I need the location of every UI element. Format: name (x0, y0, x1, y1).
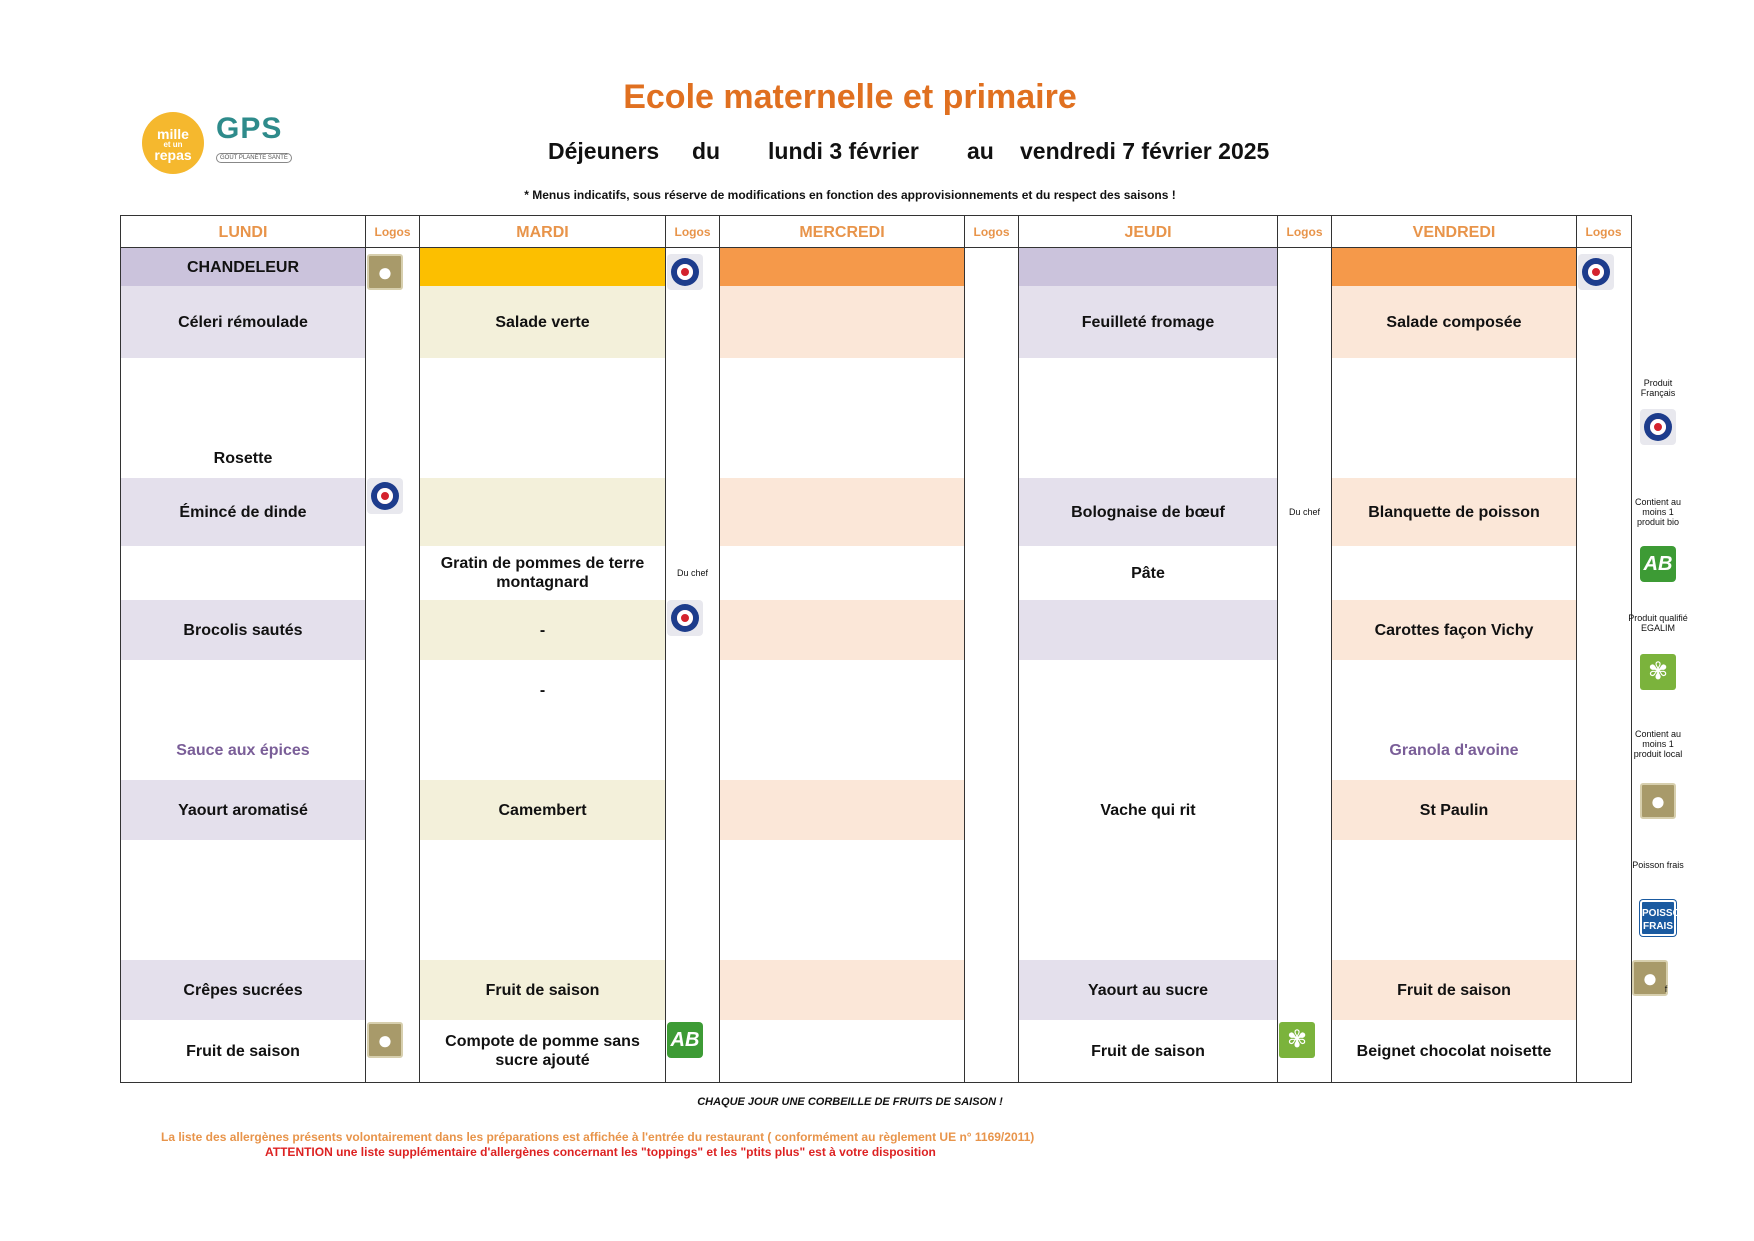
jeudi-row-5: Pâte (1131, 564, 1165, 582)
local-pin-icon: ● (367, 1022, 403, 1058)
header-logos-1: Logos (374, 224, 411, 239)
column-divider (1018, 216, 1019, 1082)
legend-local-label: Contient au moins 1 produit local (1633, 729, 1683, 759)
jeudi-row-1 (1019, 248, 1277, 286)
column-divider (419, 216, 420, 1082)
mardi-row-6: - (420, 600, 665, 660)
vendredi-row-8: St Paulin (1332, 780, 1576, 840)
fruits-notice: CHAQUE JOUR UNE CORBEILLE DE FRUITS DE SAISON ! (697, 1096, 1003, 1108)
legend-poisson-label: Poisson frais (1632, 860, 1684, 870)
mardi-row-4 (420, 478, 665, 546)
jeudi-row-4: Bolognaise de bœuf (1019, 478, 1277, 546)
legend-bio-label: Contient au moins 1 produit bio (1634, 497, 1682, 527)
mardi-row-9: Fruit de saison (420, 960, 665, 1020)
vendredi-row-9: Fruit de saison (1332, 960, 1576, 1020)
vendredi-row-4: Blanquette de poisson (1332, 478, 1576, 546)
vendredi-row-10: Beignet chocolat noisette (1356, 1042, 1552, 1060)
jeudi-row-6 (1019, 600, 1277, 660)
french-cocarde-icon (667, 600, 703, 636)
end-date: vendredi 7 février 2025 (1020, 138, 1270, 164)
lundi-row-7: Sauce aux épices (176, 741, 310, 759)
lundi-row-10: Fruit de saison (186, 1042, 300, 1060)
column-divider (665, 216, 666, 1082)
header-logos-4: Logos (1286, 224, 1323, 239)
mercredi-row-6 (720, 600, 964, 660)
dejeuners-label: Déjeuners (548, 138, 660, 164)
column-divider (719, 216, 720, 1082)
lundi-row-6: Brocolis sautés (121, 600, 365, 660)
french-cocarde-icon (667, 254, 703, 290)
lundi-row-1: CHANDELEUR (121, 248, 365, 286)
page-title: Ecole maternelle et primaire (623, 78, 1077, 116)
vendredi-row-6: Carottes façon Vichy (1332, 600, 1576, 660)
mercredi-row-8 (720, 780, 964, 840)
mercredi-row-4 (720, 478, 964, 546)
french-cocarde-icon (1640, 409, 1676, 445)
column-divider (365, 216, 366, 1082)
poisson-frais-icon: POISSON FRAIS (1640, 900, 1676, 936)
du-chef-jeudi: Du chef (1288, 506, 1321, 517)
mardi-row-7: - (539, 681, 546, 699)
header-mercredi: MERCREDI (799, 223, 885, 241)
column-divider (964, 216, 965, 1082)
header-vendredi: VENDREDI (1412, 223, 1496, 241)
logo-text-mille: mille (157, 126, 189, 142)
mardi-row-5: Gratin de pommes de terre montagnard (440, 555, 645, 591)
legend-francais-label: Produit Français (1640, 378, 1676, 398)
egalim-icon: ✾ (1279, 1022, 1315, 1058)
legend-fragment: f (1664, 984, 1668, 994)
french-cocarde-icon (367, 478, 403, 514)
du-chef-mardi: Du chef (676, 567, 709, 578)
header-lundi: LUNDI (218, 223, 268, 241)
column-divider (1277, 216, 1278, 1082)
header-logos-2: Logos (674, 224, 711, 239)
mercredi-row-2 (720, 286, 964, 358)
vendredi-row-1 (1332, 248, 1576, 286)
jeudi-row-10: Fruit de saison (1091, 1042, 1205, 1060)
lundi-row-4: Émincé de dinde (121, 478, 365, 546)
jeudi-row-8: Vache qui rit (1100, 801, 1196, 819)
lundi-row-3: Rosette (213, 450, 273, 467)
header-logos-5: Logos (1585, 224, 1622, 239)
attention-notice: ATTENTION une liste supplémentaire d'allergènes concernant les "toppings" et les "ptits plus" est à votre disposition (265, 1145, 936, 1159)
jeudi-row-2: Feuilleté fromage (1019, 286, 1277, 358)
mardi-row-2: Salade verte (420, 286, 665, 358)
logo-text-et-un: et un (163, 140, 183, 149)
gps-logo-text: GPS (216, 112, 283, 145)
mardi-row-10: Compote de pomme sans sucre ajouté (445, 1033, 640, 1069)
gps-logo-subtitle: GOÛT PLANÈTE SANTÉ (216, 153, 292, 163)
lundi-row-9: Crêpes sucrées (121, 960, 365, 1020)
header-divider (121, 247, 1631, 248)
local-pin-icon: ● (1640, 783, 1676, 819)
start-date: lundi 3 février (768, 138, 919, 164)
du-label: du (692, 138, 721, 164)
bio-ab-icon: AB (667, 1022, 703, 1058)
logo-text-repas: repas (154, 147, 192, 163)
header-jeudi: JEUDI (1124, 223, 1172, 241)
mardi-row-1 (420, 248, 665, 286)
mercredi-row-9 (720, 960, 964, 1020)
vendredi-row-7: Granola d'avoine (1389, 741, 1519, 759)
egalim-icon: ✾ (1640, 654, 1676, 690)
vendredi-row-2: Salade composée (1332, 286, 1576, 358)
allergenes-notice: La liste des allergènes présents volontairement dans les préparations est affichée à l'entrée du restaurant ( conformément au règlement UE n° 1169/2011) (161, 1130, 1035, 1144)
date-range (0, 138, 1754, 168)
local-pin-icon: ● (367, 254, 403, 290)
au-label: au (967, 138, 994, 164)
menu-table (120, 215, 1632, 1083)
header-logos-3: Logos (973, 224, 1010, 239)
mardi-row-8: Camembert (420, 780, 665, 840)
jeudi-row-9: Yaourt au sucre (1019, 960, 1277, 1020)
column-divider (1576, 216, 1577, 1082)
local-pin-icon: ● (1632, 960, 1668, 996)
lundi-row-2: Céleri rémoulade (121, 286, 365, 358)
mercredi-row-1 (720, 248, 964, 286)
bio-ab-icon: AB (1640, 546, 1676, 582)
column-divider (1331, 216, 1332, 1082)
notice-text: * Menus indicatifs, sous réserve de modifications en fonction des approvisionnements et du respect des saisons ! (524, 188, 1176, 202)
legend-egalim-label: Produit qualifié EGALIM (1628, 613, 1688, 633)
lundi-row-8: Yaourt aromatisé (121, 780, 365, 840)
header-mardi: MARDI (516, 223, 569, 241)
french-cocarde-icon (1578, 254, 1614, 290)
